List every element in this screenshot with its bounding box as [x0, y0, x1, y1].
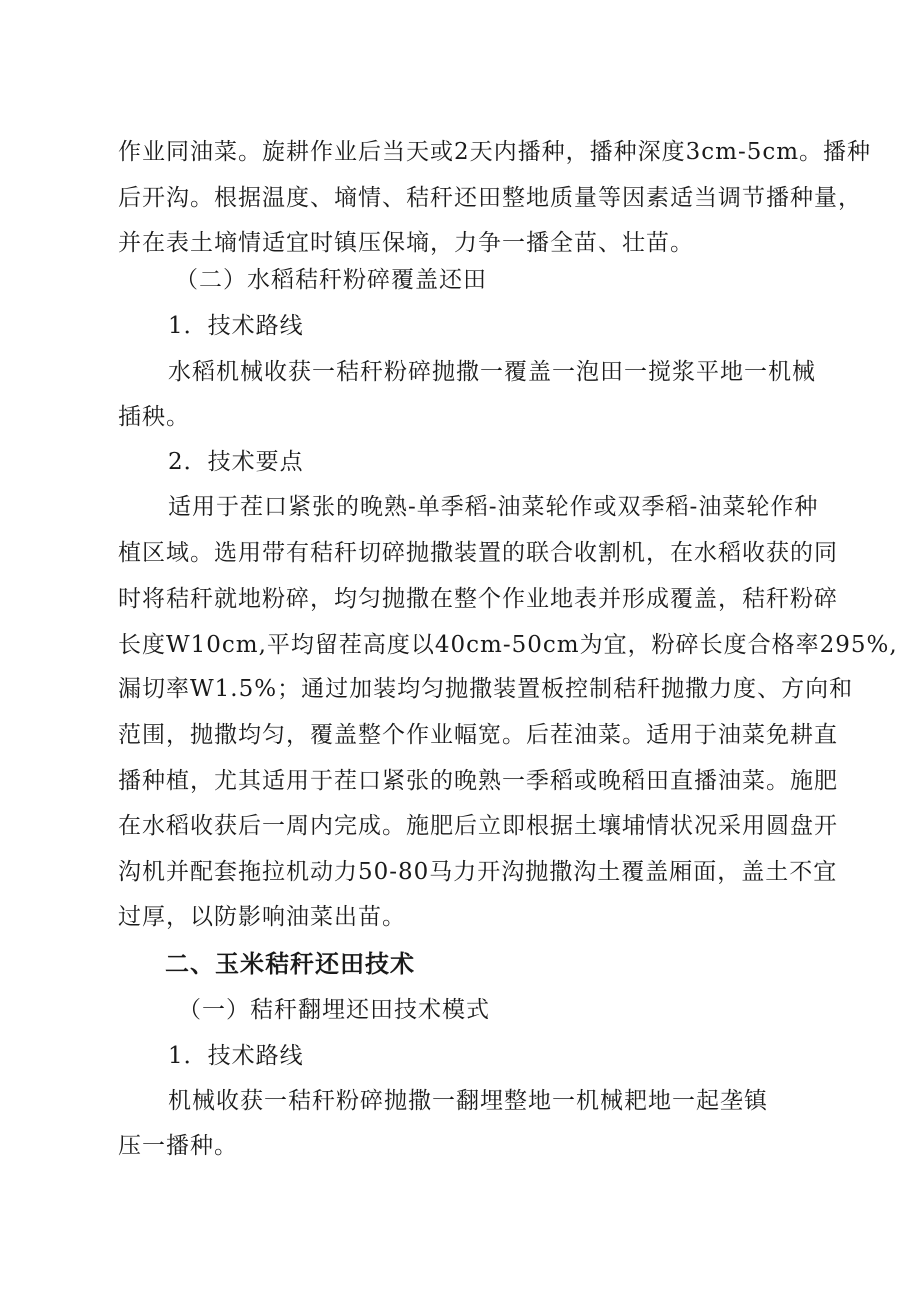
text-line: 后开沟。根据温度、墒情、秸秆还田整地质量等因素适当调节播种量， [118, 185, 862, 211]
subheading: 1．技术路线 [168, 313, 304, 339]
text-line: 水稻机械收获一秸秆粉碎抛撒一覆盖一泡田一搅浆平地一机械 [168, 359, 816, 385]
chapter-heading: 二、玉米秸秆还田技术 [165, 950, 415, 978]
text-line: 植区域。选用带有秸秆切碎抛撒装置的联合收割机，在水稻收获的同 [118, 540, 838, 566]
text-line: 长度W10cm,平均留茬高度以40cm-50cm为宜，粉碎长度合格率295%, [118, 632, 898, 658]
text-line: 适用于茬口紧张的晚熟-单季稻-油菜轮作或双季稻-油菜轮作种 [168, 494, 819, 520]
text-line: 压一播种。 [118, 1133, 238, 1159]
text-line: 并在表土墒情适宜时镇压保墒，力争一播全苗、壮苗。 [118, 230, 694, 256]
section-heading: （二）水稻秸秆粉碎覆盖还田 [175, 267, 487, 293]
text-line: 在水稻收获后一周内完成。施肥后立即根据土壤埔情状况采用圆盘开 [118, 813, 838, 839]
text-line: 作业同油菜。旋耕作业后当天或2天内播种，播种深度3cm-5cm。播种 [118, 139, 872, 165]
text-line: 播种植，尤其适用于茬口紧张的晚熟一季稻或晚稻田直播油菜。施肥 [118, 768, 838, 794]
subheading: 1．技术路线 [168, 1043, 304, 1069]
text-line: 范围，抛撒均匀，覆盖整个作业幅宽。后茬油菜。适用于油菜免耕直 [118, 722, 838, 748]
text-line: 过厚，以防影响油菜出苗。 [118, 904, 406, 930]
subheading: 2．技术要点 [168, 449, 304, 475]
text-line: 机械收获一秸秆粉碎抛撒一翻埋整地一机械耙地一起垄镇 [168, 1088, 768, 1114]
text-line: 漏切率W1.5%；通过加装均匀抛撒装置板控制秸秆抛撒力度、方向和 [118, 676, 854, 702]
text-line: 时将秸秆就地粉碎，均匀抛撒在整个作业地表并形成覆盖，秸秆粉碎 [118, 586, 838, 612]
section-heading: （一）秸秆翻埋还田技术模式 [178, 997, 490, 1023]
text-line: 沟机并配套拖拉机动力50-80马力开沟抛撒沟土覆盖厢面，盖土不宜 [118, 859, 838, 885]
text-line: 插秧。 [118, 404, 190, 430]
